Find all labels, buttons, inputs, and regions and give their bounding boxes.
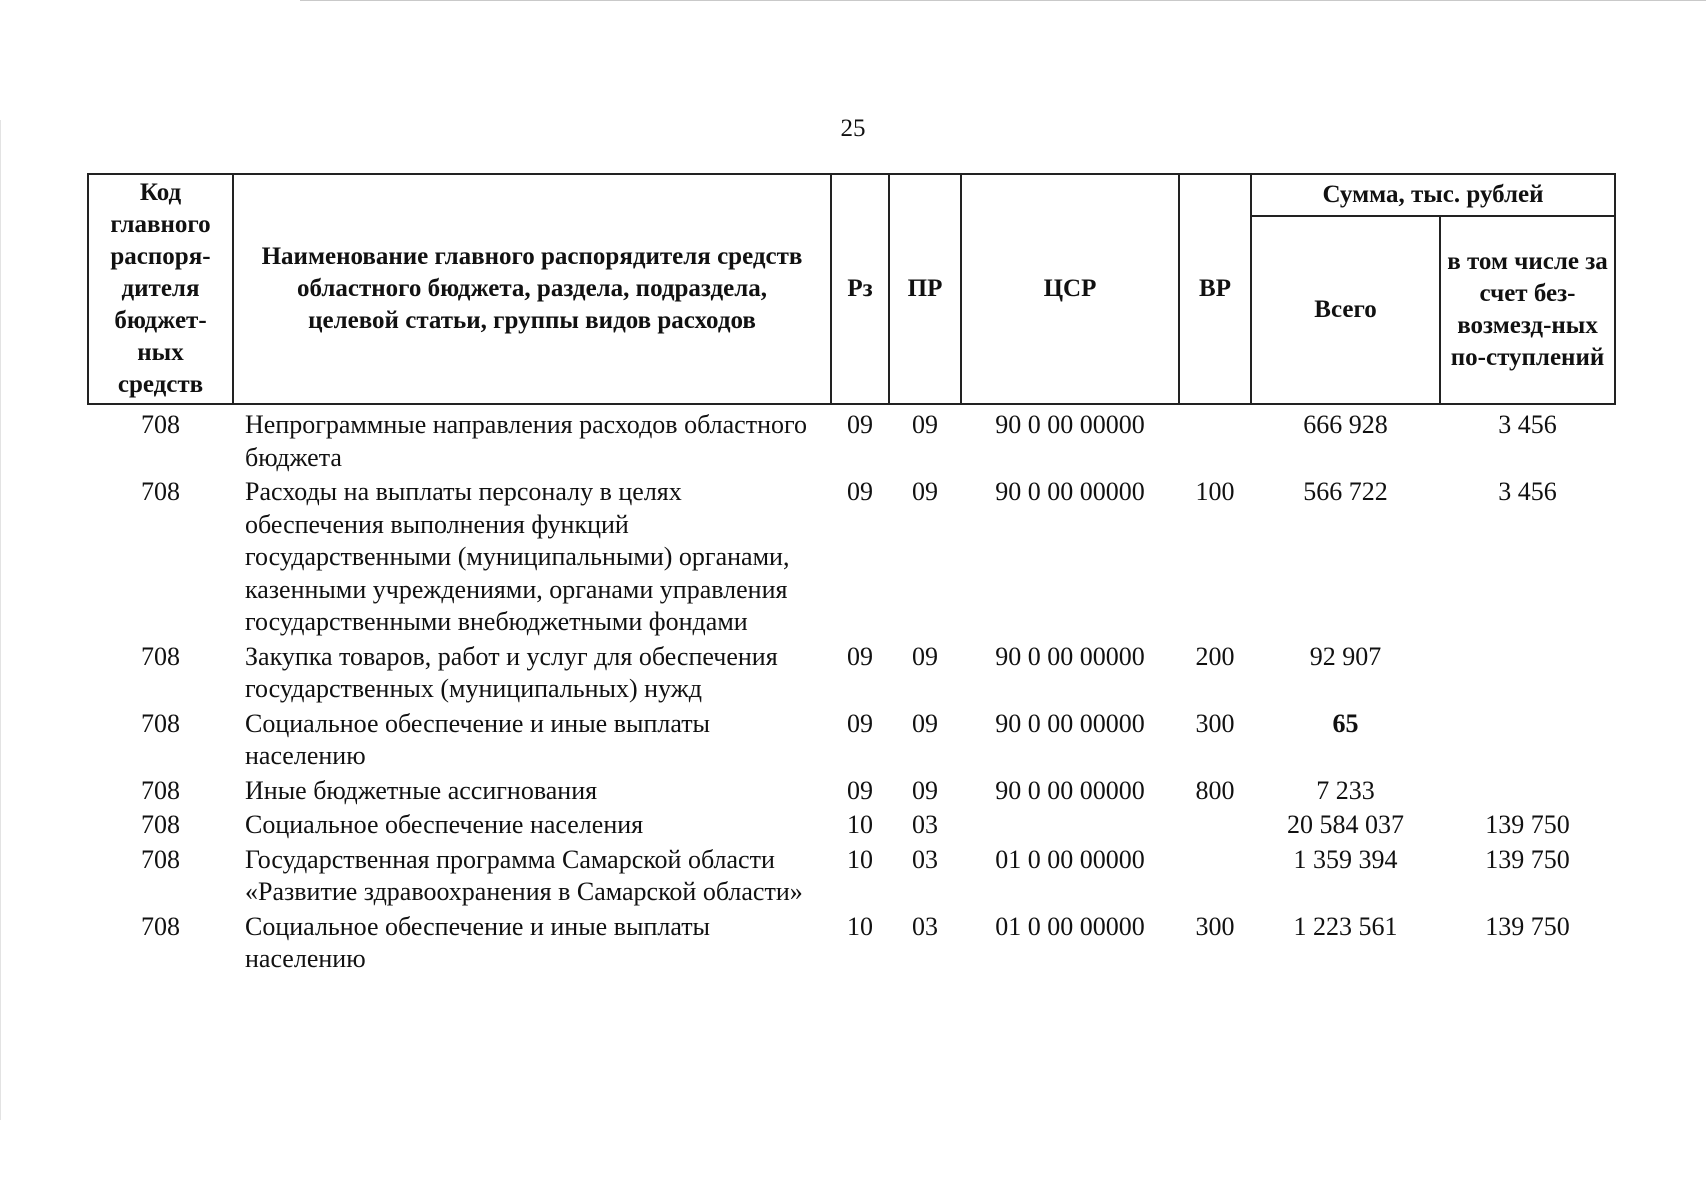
cell-total: 7 233: [1316, 775, 1375, 805]
cell-name: Непрограммные направления расходов областного бюджета: [245, 410, 807, 472]
cell-total: 20 584 037: [1287, 810, 1404, 839]
cell-name: Расходы на выплаты персоналу в целях обеспечения выполнения функций государственными (муниципальными) органами, казенными учреждениями, органами управления государственными внебюджетными фондами: [245, 477, 790, 636]
cell-vr: [1179, 404, 1251, 474]
cell-rz: 09: [847, 708, 873, 738]
cell-pr: 03: [912, 844, 938, 874]
cell-pr: 09: [912, 477, 938, 506]
cell-code: 708: [141, 844, 180, 874]
cell-total: 1 223 561: [1293, 911, 1398, 941]
cell-csr: 90 0 00 00000: [995, 477, 1145, 506]
cell-total: 1 359 394: [1293, 844, 1398, 874]
header-name: Наименование главного распорядителя средств областного бюджета, раздела, подраздела, целевой статьи, группы видов расходов: [233, 174, 831, 404]
cell-gratuitous: 3 456: [1498, 477, 1557, 506]
cell-csr: 01 0 00 00000: [995, 911, 1145, 941]
table-row: [88, 842, 1615, 909]
cell-gratuitous: [1440, 706, 1615, 773]
header-vr: ВР: [1179, 174, 1251, 404]
cell-total: 566 722: [1303, 477, 1388, 506]
cell-gratuitous: [1440, 639, 1615, 706]
table-row: [88, 639, 1615, 706]
cell-name: Социальное обеспечение и иные выплаты населению: [245, 911, 711, 973]
cell-total: 666 928: [1303, 410, 1388, 439]
cell-name: Иные бюджетные ассигнования: [245, 775, 598, 805]
cell-csr: 90 0 00 00000: [995, 410, 1145, 439]
scan-edge-top: [300, 0, 1706, 1]
cell-gratuitous: [1440, 773, 1615, 808]
cell-code: 708: [141, 911, 180, 941]
cell-rz: 09: [847, 410, 873, 439]
header-code: Код главного распоря-дителя бюджет-ных средств: [88, 174, 233, 404]
cell-vr: 100: [1195, 477, 1235, 506]
cell-pr: 09: [912, 410, 938, 439]
cell-pr: 09: [912, 641, 938, 671]
cell-gratuitous: 139 750: [1485, 911, 1570, 941]
cell-vr: 800: [1195, 775, 1235, 805]
table-row: [88, 909, 1615, 976]
header-csr: ЦСР: [961, 174, 1179, 404]
table-header: [88, 174, 1615, 404]
header-pr: ПР: [889, 174, 961, 404]
cell-vr: 200: [1195, 641, 1235, 671]
header-sum-group: Сумма, тыс. рублей: [1251, 174, 1615, 216]
cell-code: 708: [141, 477, 180, 506]
cell-code: 708: [141, 810, 180, 839]
cell-vr: 300: [1195, 911, 1235, 941]
cell-csr: 90 0 00 00000: [995, 775, 1145, 805]
table-row: [88, 706, 1615, 773]
cell-vr: [1179, 807, 1251, 842]
cell-csr: [961, 807, 1179, 842]
cell-rz: 10: [847, 810, 873, 839]
cell-rz: 09: [847, 775, 873, 805]
cell-gratuitous: 139 750: [1485, 844, 1570, 874]
cell-name: Государственная программа Самарской области «Развитие здравоохранения в Самарской области»: [245, 844, 803, 906]
cell-csr: 90 0 00 00000: [995, 641, 1145, 671]
cell-pr: 03: [912, 911, 938, 941]
table-row: [88, 404, 1615, 474]
cell-code: 708: [141, 775, 180, 805]
header-rz: Рз: [831, 174, 889, 404]
cell-gratuitous: 139 750: [1485, 810, 1570, 839]
cell-vr: 300: [1195, 708, 1235, 738]
cell-code: 708: [141, 410, 180, 439]
page-number: 25: [840, 115, 866, 142]
cell-csr: 01 0 00 00000: [995, 844, 1145, 874]
cell-pr: 09: [912, 708, 938, 738]
cell-code: 708: [141, 641, 180, 671]
cell-pr: 09: [912, 775, 938, 805]
header-gratuitous: в том числе за счет без-возмезд-ных по-ступлений: [1440, 216, 1615, 404]
cell-total: 65: [1332, 708, 1359, 738]
cell-total: 92 907: [1309, 641, 1382, 671]
cell-rz: 10: [847, 844, 873, 874]
cell-rz: 10: [847, 911, 873, 941]
cell-rz: 09: [847, 641, 873, 671]
scan-edge-left: [0, 120, 1, 1120]
budget-table: [87, 173, 1616, 976]
table-row: [88, 773, 1615, 808]
table-row: [88, 474, 1615, 639]
cell-gratuitous: 3 456: [1498, 410, 1557, 439]
cell-name: Социальное обеспечение и иные выплаты населению: [245, 708, 711, 770]
cell-pr: 03: [912, 810, 938, 839]
cell-name: Социальное обеспечение населения: [245, 810, 644, 839]
cell-rz: 09: [847, 477, 873, 506]
cell-vr: [1179, 842, 1251, 909]
cell-name: Закупка товаров, работ и услуг для обеспечения государственных (муниципальных) нужд: [245, 641, 778, 703]
cell-csr: 90 0 00 00000: [995, 708, 1145, 738]
header-total: Всего: [1251, 216, 1440, 404]
table-row: [88, 807, 1615, 842]
table-body: [88, 404, 1615, 976]
cell-code: 708: [141, 708, 180, 738]
